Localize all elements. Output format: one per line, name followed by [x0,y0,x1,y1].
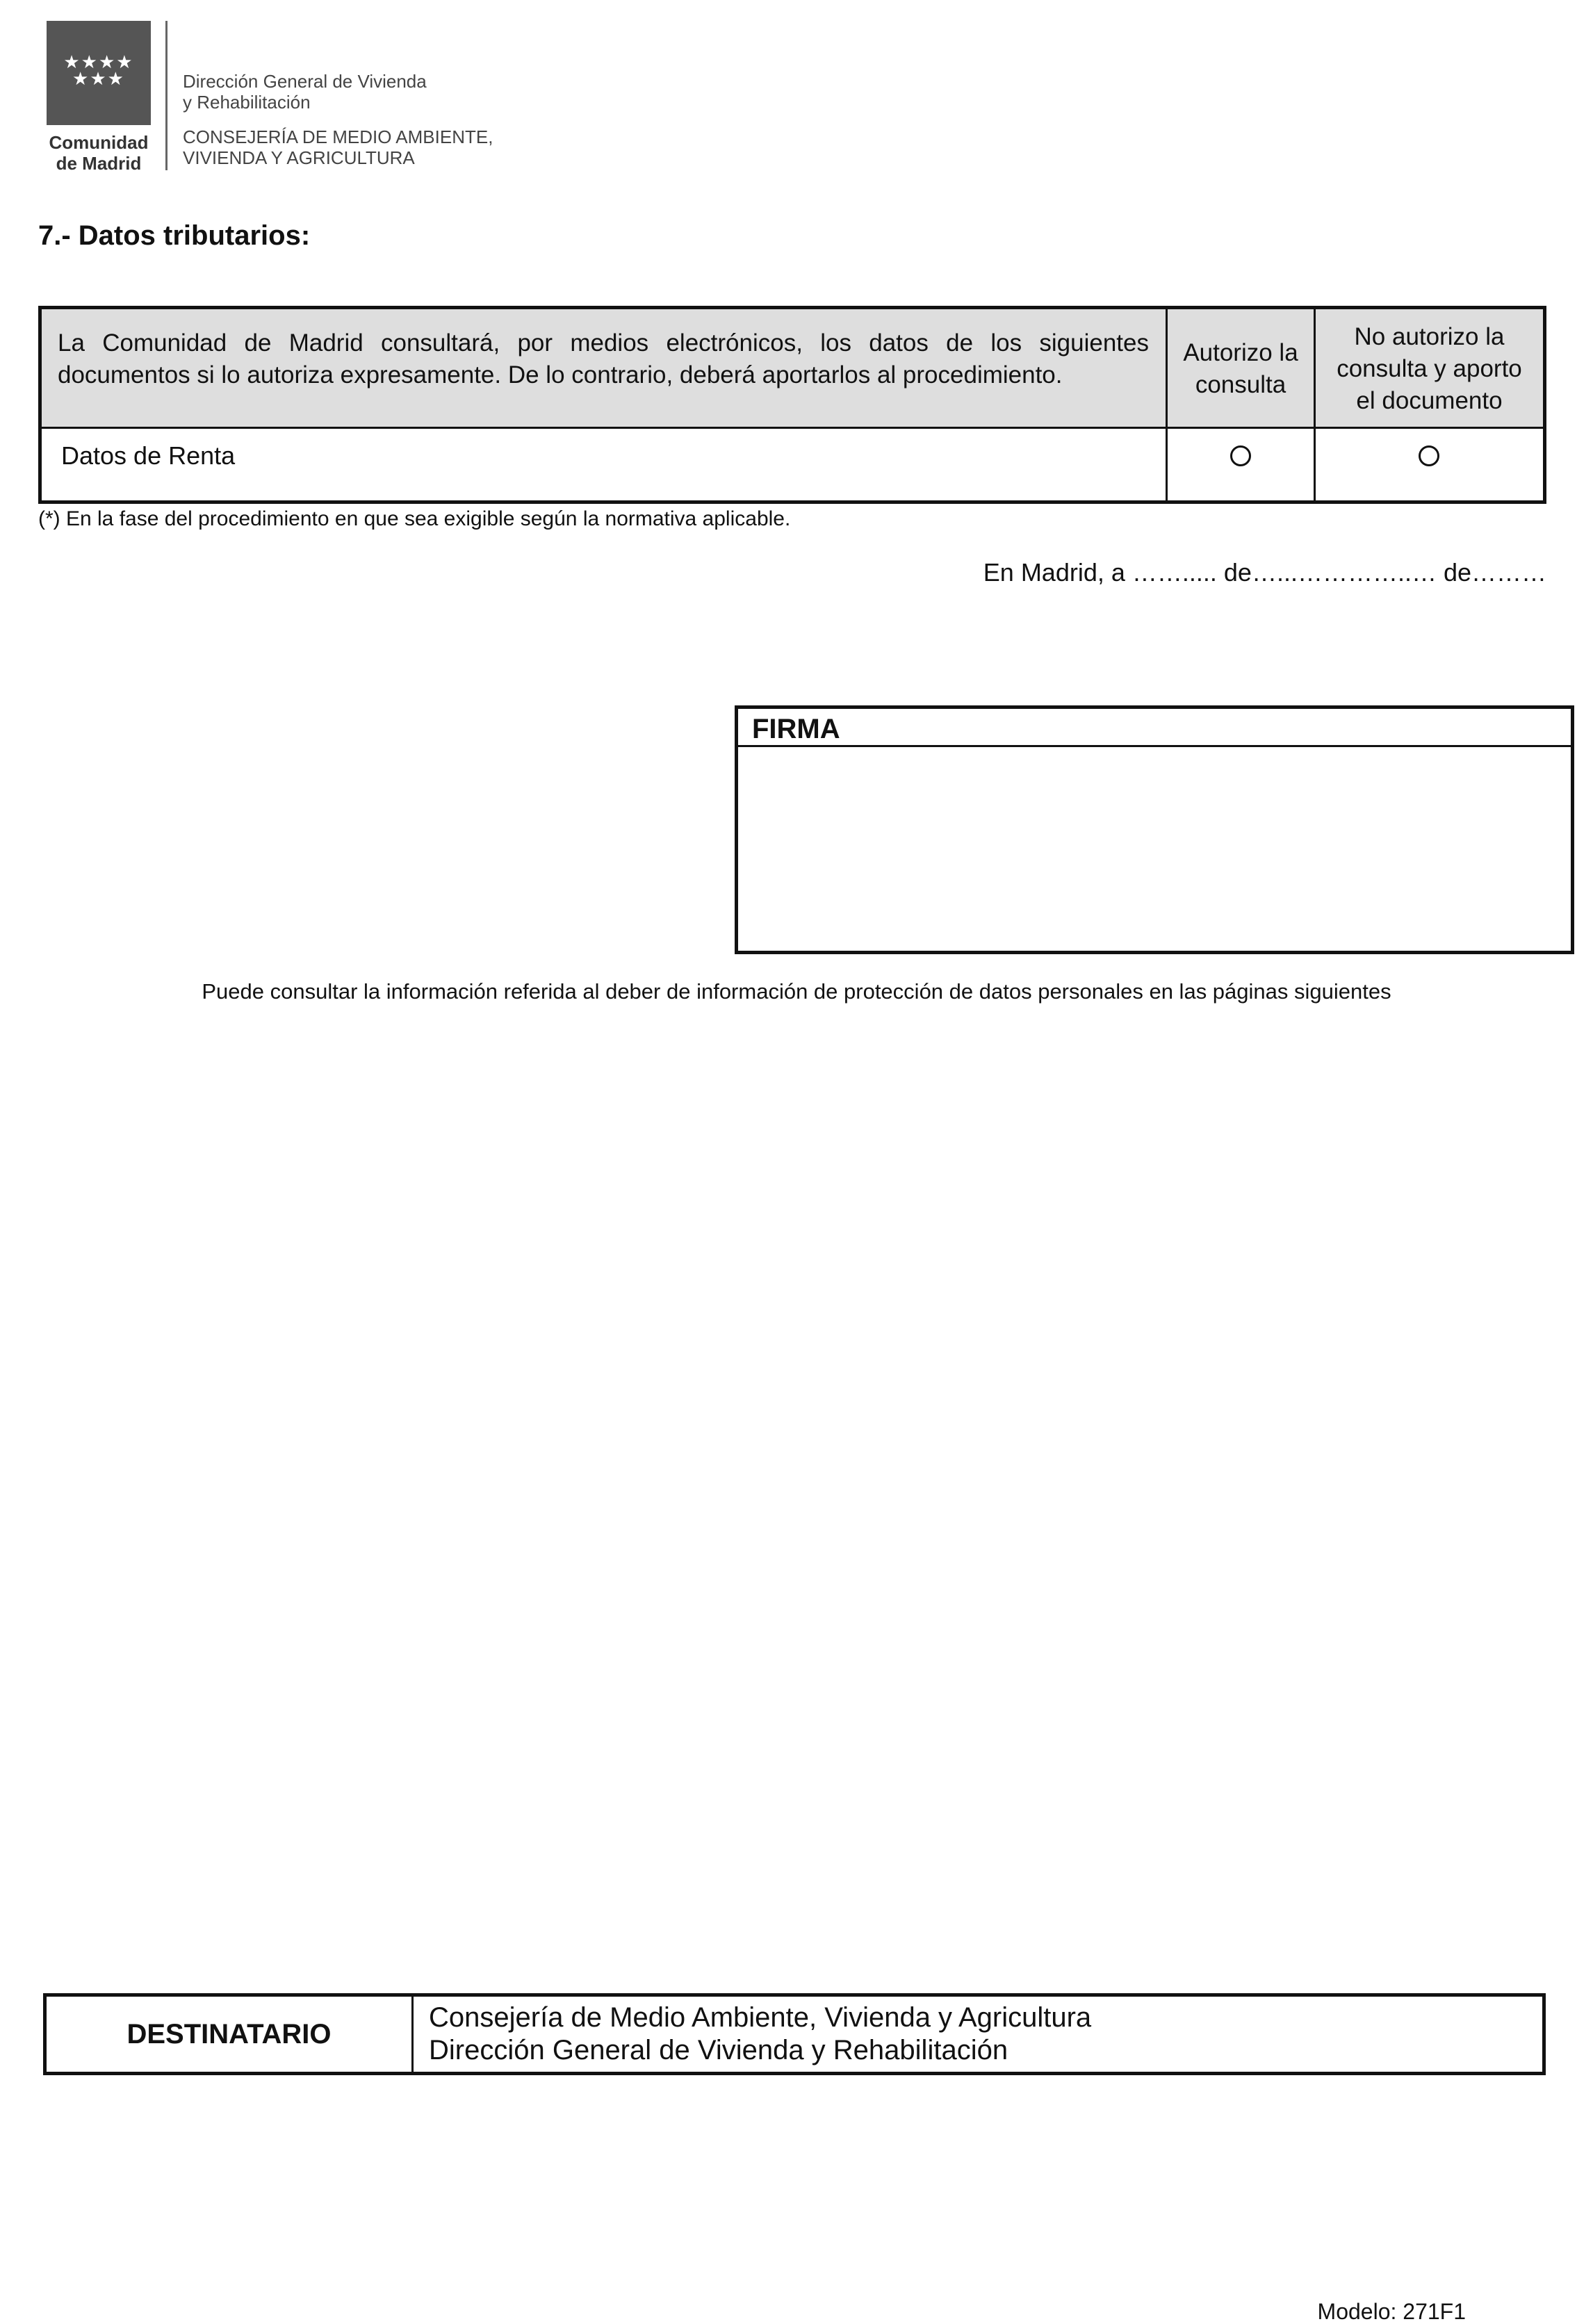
logo-stars: ★★★★ ★★★ [63,52,134,90]
logo-emblem [47,21,151,125]
recipient-box [43,1993,1546,2075]
tax-data-table [38,306,1546,504]
footnote: (*) En la fase del procedimiento en que sea exigible según la normativa aplicable. [38,507,791,530]
recipient-label: DESTINATARIO [47,1997,414,2072]
recipient-line2: Dirección General de Vivienda y Rehabilitación [429,2035,1008,2065]
authorize-radio[interactable] [1230,445,1251,466]
not-authorize-radio[interactable] [1419,445,1439,466]
table-description: La Comunidad de Madrid consultará, por medios electrónicos, los datos de los siguientes documentos si lo autoriza expresamente. De lo contrario, deberá aportarlos al procedimiento. [58,329,1149,388]
row-label-datos-renta: Datos de Renta [61,441,236,470]
column-not-authorize [1316,309,1543,429]
section-title: 7.- Datos tributarios: [38,220,311,251]
logo-name [43,132,154,174]
logo-name-line2: de Madrid [56,153,142,174]
signature-box[interactable] [735,705,1574,954]
data-protection-note: Puede consultar la información referida al deber de información de protección de datos personales en las páginas siguientes [202,979,1391,1004]
ministry-line1: CONSEJERÍA DE MEDIO AMBIENTE, [183,126,493,147]
recipient-details [429,2002,1091,2067]
signature-title: FIRMA [752,714,840,744]
date-line[interactable]: En Madrid, a ……..... de…...…………..… de……… [983,558,1546,587]
model-number: Modelo: 271F1 [1317,2299,1466,2324]
column-authorize-label: Autorizo la consulta [1183,339,1298,398]
header-divider [165,21,168,170]
logo-name-line1: Comunidad [49,132,149,153]
directorate-line1: Dirección General de Vivienda [183,71,427,92]
column-not-authorize-label: No autorizo la consulta y aporto el documento [1337,323,1522,414]
recipient-line1: Consejería de Medio Ambiente, Vivienda y Agricultura [429,2002,1092,2033]
signature-title-bar [738,709,1571,747]
ministry-line2: VIVIENDA Y AGRICULTURA [183,147,415,168]
column-authorize [1168,309,1314,429]
directorate-line2: y Rehabilitación [183,92,311,113]
